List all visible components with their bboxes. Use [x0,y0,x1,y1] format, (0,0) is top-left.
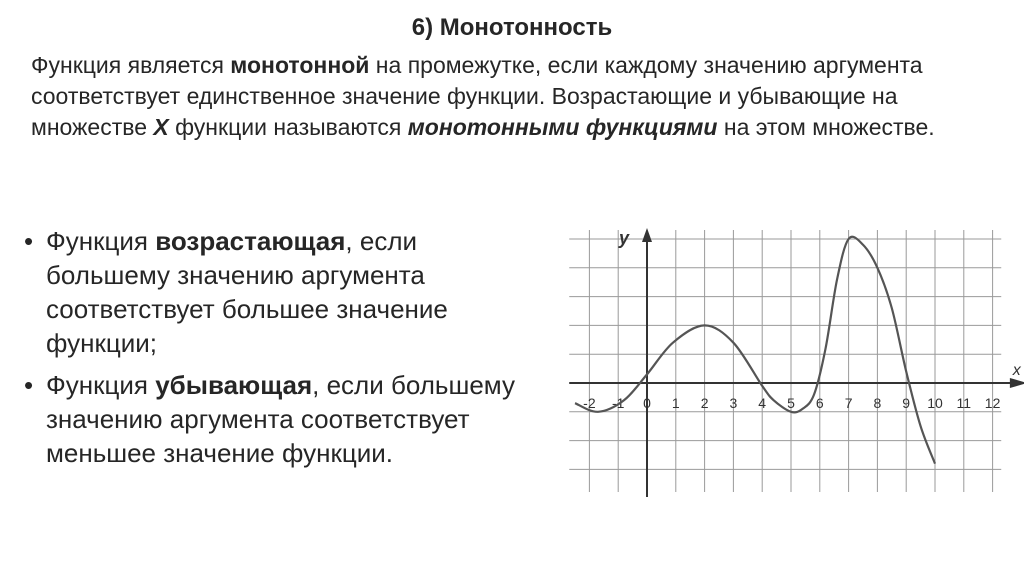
bullet-text: , если большему значению аргумента соответствует большее значение функции; [46,226,448,358]
intro-run: монотонной [230,52,370,78]
x-tick-label: 12 [984,395,1001,411]
x-tick-label: 10 [927,395,943,411]
intro-run: на промежутке, если каждому значению аргумента соответствует единственное значение функции. Возрастающие и убывающие на множестве [31,52,923,140]
y-axis-arrow-icon [642,228,652,242]
x-tick-label: 8 [873,395,882,411]
bullet-bold: убывающая [155,370,313,400]
x-axis-label: x [1012,362,1021,379]
bullet-icon: • [24,370,34,400]
bullet-text: Функция [46,370,156,400]
x-axis-arrow-icon [1010,378,1024,388]
bullet-text: Функция [46,226,156,256]
x-tick-label: 9 [902,395,911,411]
x-tick-label: 7 [844,395,853,411]
function-graph [566,222,1021,502]
bullet-text: , если большему значению аргумента соответствует меньшее значение функции. [46,370,515,468]
x-tick-label: 5 [787,395,795,411]
x-tick-label: 4 [758,395,767,411]
x-tick-label: 2 [700,395,709,411]
list-item-decreasing [24,368,544,470]
definition-list [24,224,544,478]
function-curve [575,237,935,464]
x-tick-label: -1 [611,395,625,411]
x-tick-label: 0 [643,395,651,411]
list-item-increasing [24,224,544,360]
slide-title: 6) Монотонность [411,14,613,41]
y-axis-label: y [619,228,630,248]
intro-run: функции называются [168,114,408,140]
x-tick-label: -2 [583,395,596,411]
intro-run: Функция является [31,52,231,78]
intro-run: на этом множестве. [717,114,935,140]
x-tick-label: 1 [671,395,680,411]
intro-run: X [153,114,169,140]
bullet-icon: • [24,226,34,256]
bullet-bold: возрастающая [155,226,346,256]
x-tick-label: 11 [956,395,972,411]
intro-run: монотонными функциями [407,114,718,140]
x-tick-label: 3 [729,395,738,411]
x-tick-label: 6 [815,395,824,411]
intro-paragraph [31,50,991,143]
